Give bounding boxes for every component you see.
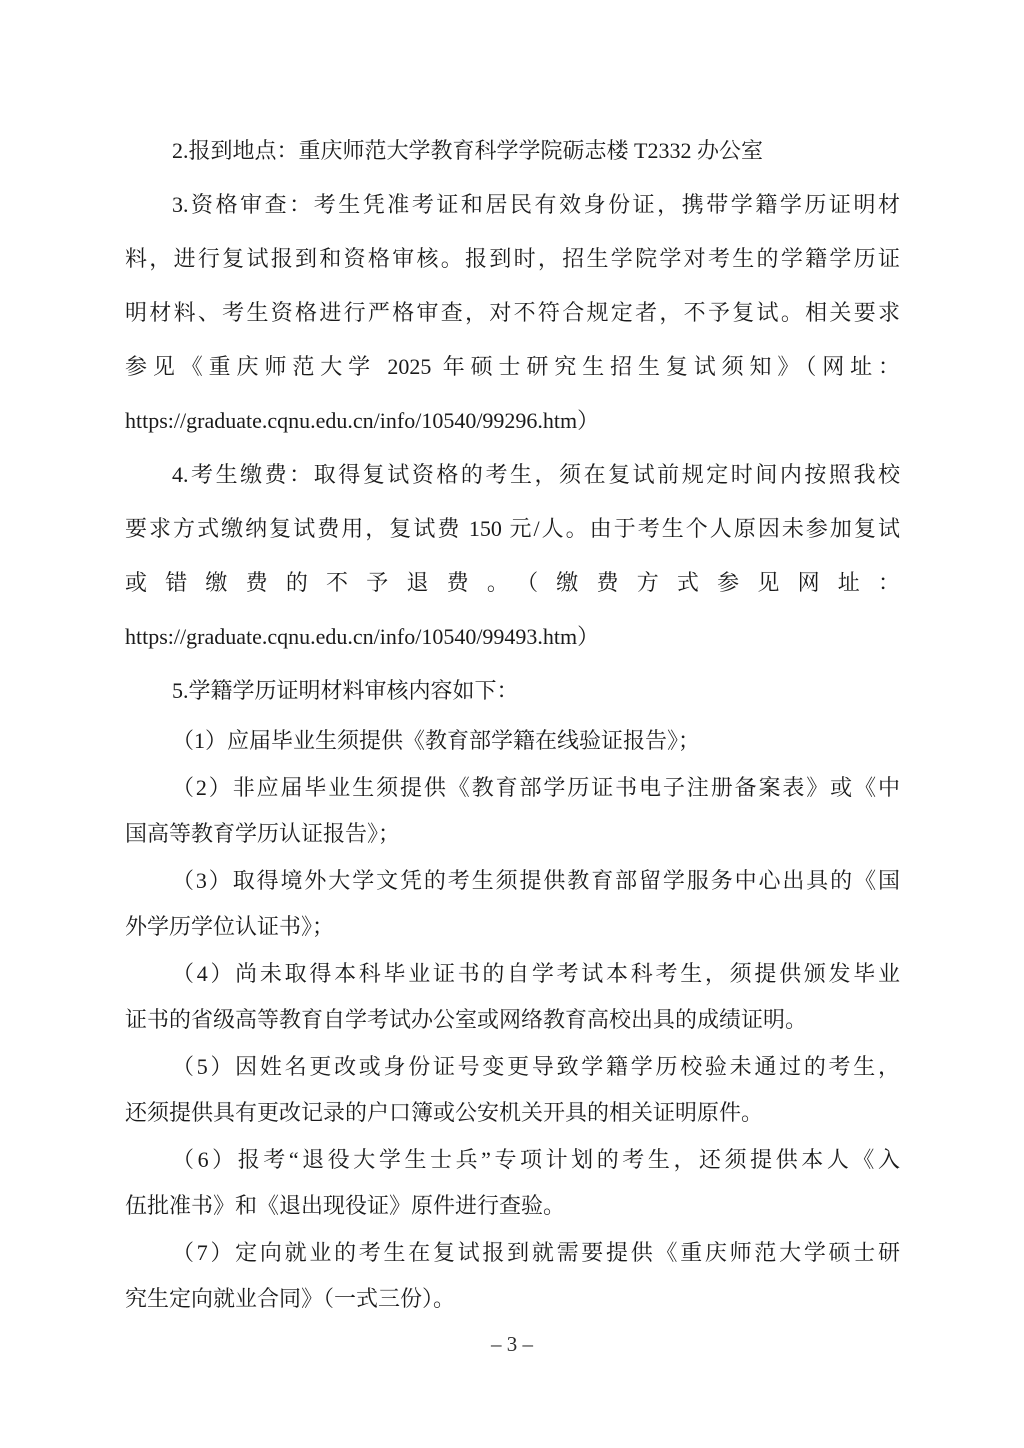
text-line: 明材料、考生资格进行严格审查，对不符合规定者，不予复试。相关要求 [125,300,900,325]
text-line: 料，进行复试报到和资格审核。报到时，招生学院学对考生的学籍学历证 [125,246,900,271]
list-item-line: （2）非应届毕业生须提供《教育部学历证书电子注册备案表》或《中 [172,774,900,800]
url-line: https://graduate.cqnu.edu.cn/info/10540/99493.htm） [125,624,600,649]
text-line: 4.考生缴费：取得复试资格的考生，须在复试前规定时间内按照我校 [172,462,900,487]
url-line: https://graduate.cqnu.edu.cn/info/10540/99296.htm） [125,408,600,433]
list-item-line: 国高等教育学历认证报告》； [125,821,401,846]
list-item-line: （5）因姓名更改或身份证号变更导致学籍学历校验未通过的考生， [172,1053,900,1079]
text-line: 2.报到地点：重庆师范大学教育科学学院砺志楼 T2332 办公室 [172,138,763,163]
body-paragraphs [125,124,900,718]
list-item-line: （3）取得境外大学文凭的考生须提供教育部留学服务中心出具的《国 [172,867,900,893]
text-line: 参见《重庆师范大学 2025 年硕士研究生招生复试须知》（网址： [125,354,900,379]
list-item-line: 伍批准书》和《退出现役证》原件进行查验。 [125,1193,566,1218]
list-item-line: 究生定向就业合同》（一式三份）。 [125,1286,456,1311]
list-item-line: （1）应届毕业生须提供《教育部学籍在线验证报告》； [172,728,701,753]
text-line: 要求方式缴纳复试费用，复试费 150 元/人。由于考生个人原因未参加复试 [125,516,900,541]
text-line: 或错缴费的不予退费。（缴费方式参见网址： [125,570,900,595]
page-number: – 3 – [491,1332,533,1356]
document-body [125,124,900,1323]
list-item-line: （7）定向就业的考生在复试报到就需要提供《重庆师范大学硕士研 [172,1239,900,1265]
list-item-line: （6）报考“退役大学生士兵”专项计划的考生，还须提供本人《入 [172,1146,900,1172]
text-line: 5.学籍学历证明材料审核内容如下： [172,678,519,703]
numbered-list [125,718,900,1323]
list-item-line: 还须提供具有更改记录的户口簿或公安机关开具的相关证明原件。 [125,1100,764,1125]
list-item-line: 证书的省级高等教育自学考试办公室或网络教育高校出具的成绩证明。 [125,1007,808,1032]
list-item-line: （4）尚未取得本科毕业证书的自学考试本科考生，须提供颁发毕业 [172,960,900,986]
text-line: 3.资格审查：考生凭准考证和居民有效身份证，携带学籍学历证明材 [172,192,900,217]
list-item-line: 外学历学位认证书》； [125,914,335,939]
